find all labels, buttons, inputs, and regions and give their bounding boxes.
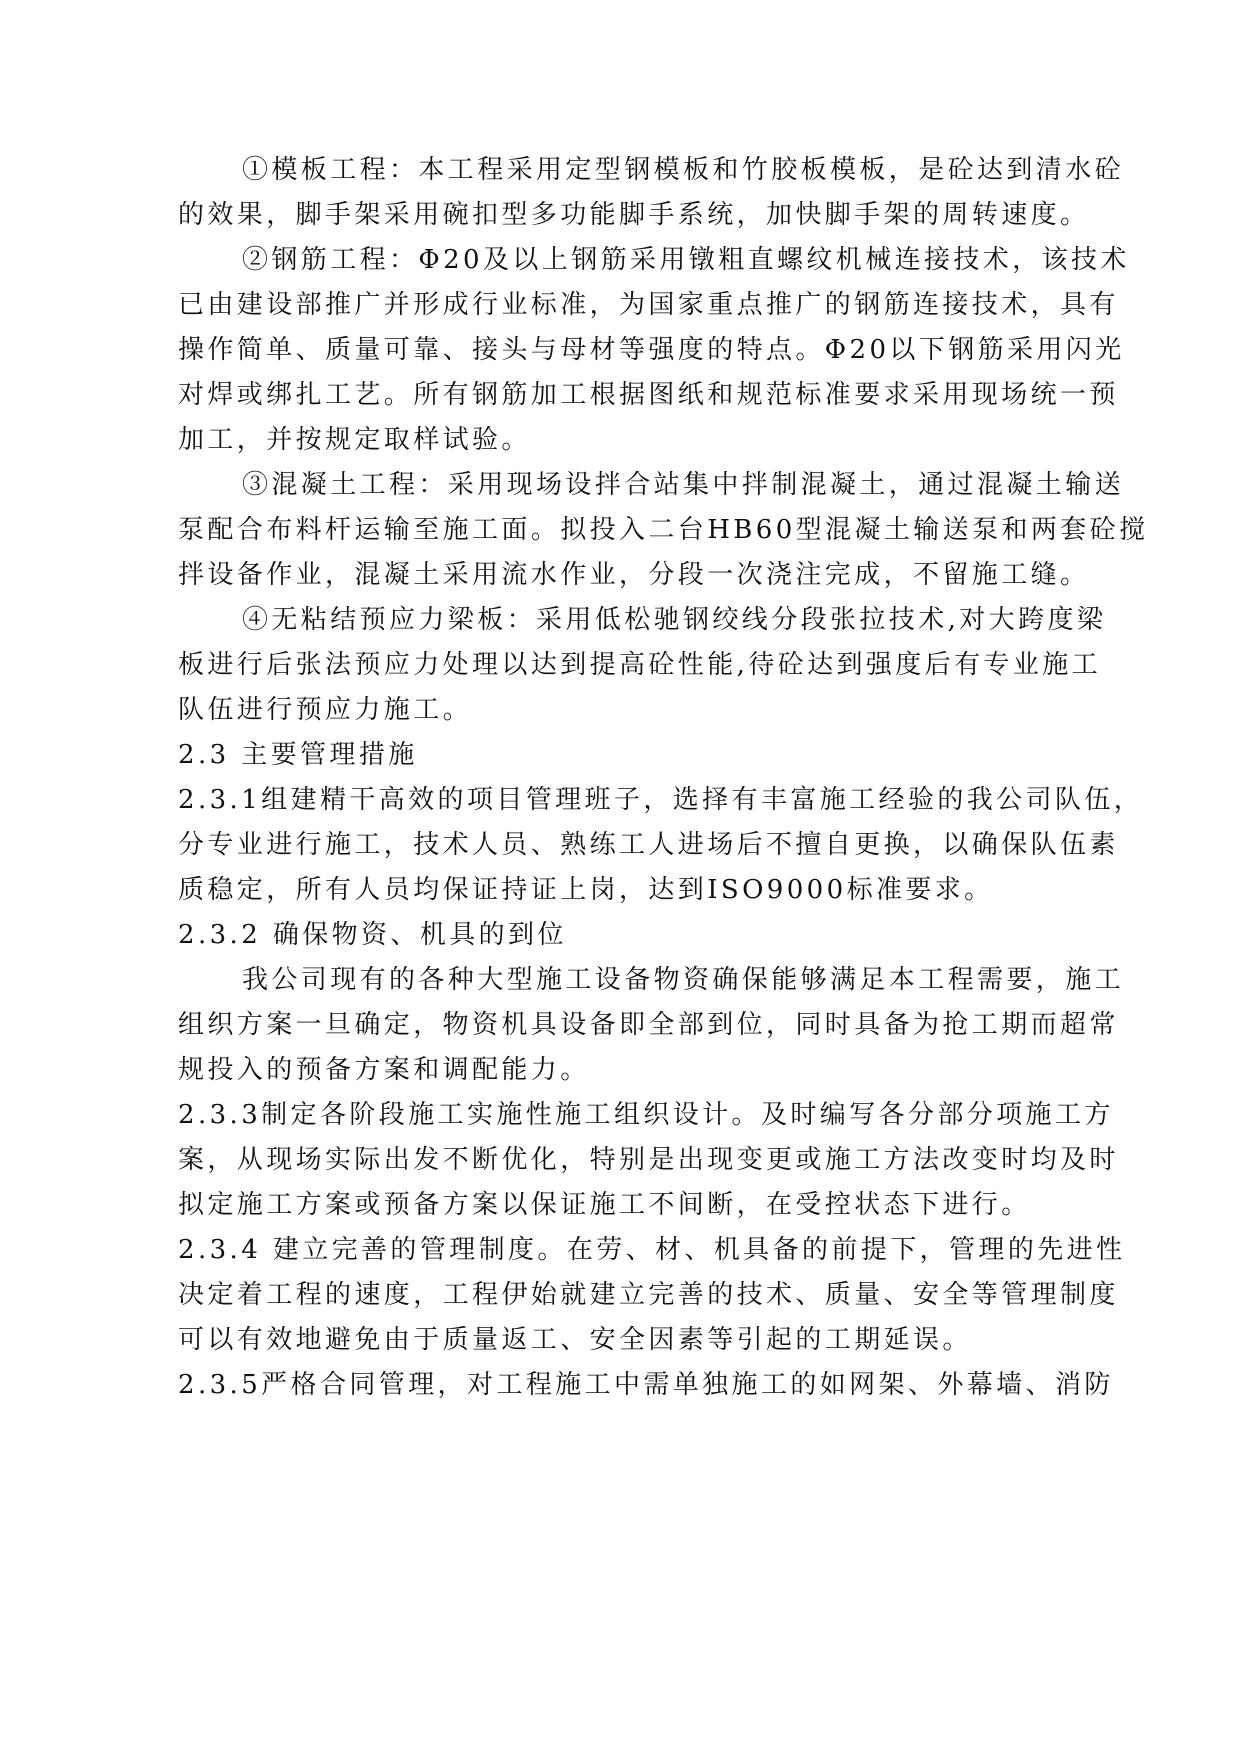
paragraph-prestress-line-1: ④无粘结预应力梁板：采用低松驰钢绞线分段张拉技术,对大跨度梁 bbox=[242, 605, 1107, 635]
section-heading-2-3: 2.3 主要管理措施 bbox=[178, 740, 418, 770]
paragraph-2-3-1-line-2: 分专业进行施工，技术人员、熟练工人进场后不擅自更换，以确保队伍素 bbox=[178, 830, 1119, 860]
paragraph-2-3-5-line-1: 2.3.5严格合同管理，对工程施工中需单独施工的如网架、外幕墙、消防 bbox=[178, 1370, 1114, 1400]
paragraph-rebar-line-1: ②钢筋工程：Φ20及以上钢筋采用镦粗直螺纹机械连接技术，该技术 bbox=[242, 245, 1130, 275]
paragraph-prestress-line-2: 板进行后张法预应力处理以达到提高砼性能,待砼达到强度后有专业施工 bbox=[178, 650, 1102, 680]
paragraph-2-3-3-line-3: 拟定施工方案或预备方案以保证施工不间断，在受控状态下进行。 bbox=[178, 1190, 1031, 1220]
section-heading-2-3-2: 2.3.2 确保物资、机具的到位 bbox=[178, 920, 567, 950]
paragraph-concrete-line-2: 泵配合布料杆运输至施工面。拟投入二台HB60型混凝土输送泵和两套砼搅 bbox=[178, 515, 1149, 545]
paragraph-2-3-2-line-1: 我公司现有的各种大型施工设备物资确保能够满足本工程需要，施工 bbox=[242, 965, 1125, 995]
paragraph-rebar-line-3: 操作简单、质量可靠、接头与母材等强度的特点。Φ20以下钢筋采用闪光 bbox=[178, 335, 1125, 365]
paragraph-concrete-line-3: 拌设备作业，混凝土采用流水作业，分段一次浇注完成，不留施工缝。 bbox=[178, 560, 1090, 590]
paragraph-2-3-3-line-1: 2.3.3制定各阶段施工实施性施工组织设计。及时编写各分部分项施工方 bbox=[178, 1100, 1114, 1130]
paragraph-rebar-line-5: 加工，并按规定取样试验。 bbox=[178, 425, 531, 455]
paragraph-prestress-line-3: 队伍进行预应力施工。 bbox=[178, 695, 473, 725]
paragraph-2-3-3-line-2: 案，从现场实际出发不断优化，特别是出现变更或施工方法改变时均及时 bbox=[178, 1145, 1119, 1175]
paragraph-2-3-4-line-1: 2.3.4 建立完善的管理制度。在劳、材、机具备的前提下，管理的先进性 bbox=[178, 1235, 1126, 1265]
paragraph-rebar-line-4: 对焊或绑扎工艺。所有钢筋加工根据图纸和规范标准要求采用现场统一预 bbox=[178, 380, 1119, 410]
paragraph-2-3-1-line-3: 质稳定，所有人员均保证持证上岗，达到ISO9000标准要求。 bbox=[178, 875, 994, 905]
paragraph-2-3-2-line-3: 规投入的预备方案和调配能力。 bbox=[178, 1055, 590, 1085]
paragraph-2-3-4-line-2: 决定着工程的速度，工程伊始就建立完善的技术、质量、安全等管理制度 bbox=[178, 1280, 1119, 1310]
paragraph-2-3-4-line-3: 可以有效地避免由于质量返工、安全因素等引起的工期延误。 bbox=[178, 1325, 972, 1355]
paragraph-formwork-line-1: ①模板工程：本工程采用定型钢模板和竹胶板模板，是砼达到清水砼 bbox=[242, 155, 1125, 185]
paragraph-rebar-line-2: 已由建设部推广并形成行业标准，为国家重点推广的钢筋连接技术，具有 bbox=[178, 290, 1119, 320]
paragraph-concrete-line-1: ③混凝土工程：采用现场设拌合站集中拌制混凝土，通过混凝土输送 bbox=[242, 470, 1125, 500]
paragraph-formwork-line-2: 的效果，脚手架采用碗扣型多功能脚手系统，加快脚手架的周转速度。 bbox=[178, 200, 1090, 230]
paragraph-2-3-1-line-1: 2.3.1组建精干高效的项目管理班子，选择有丰富施工经验的我公司队伍， bbox=[178, 785, 1144, 815]
paragraph-2-3-2-line-2: 组织方案一旦确定，物资机具设备即全部到位，同时具备为抢工期而超常 bbox=[178, 1010, 1119, 1040]
